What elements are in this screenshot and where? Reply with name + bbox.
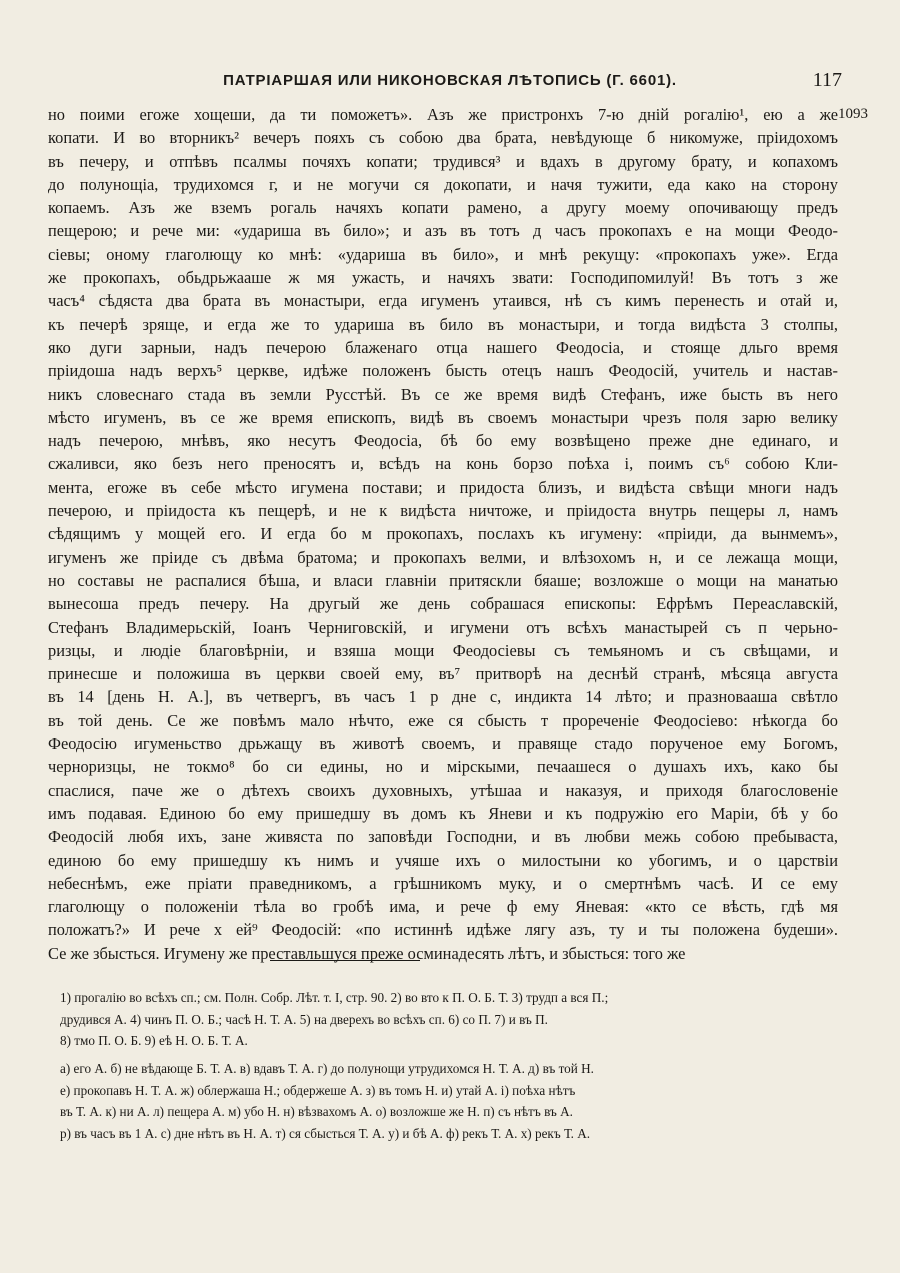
main-text [48, 103, 838, 965]
text-line: сiевы; оному глаголющу ко мнѣ: «удариша въ било», и мнѣ рекущу: «прокопахъ уже». Егда [48, 244, 838, 264]
text-line: но поими егоже хощеши, да ти поможетъ». Азъ же пристронхъ 7-ю днiй рогалiю¹, ею а же [48, 105, 838, 124]
footnote-line: въ Т. А. к) ни А. л) пещера А. м) убо Н. н) вѣзвахомъ А. о) возложше же Н. п) съ нѣтъ въ А. [60, 1104, 573, 1119]
text-line: Феодосiю игуменьство дрьжащу въ животѣ своемъ, и правяще стадо порученое ему Богомъ, [48, 734, 838, 754]
text-line: надъ печерою, мнѣвъ, яко несутъ Феодосiа, бѣ бо ему возвѣщено преже дне единаго, и [48, 431, 838, 451]
footnote-line: е) прокопавъ Н. Т. А. ж) облержаша Н.; обдержеше А. з) въ томъ Н. и) утай А. i) поѣха нѣтъ [60, 1082, 576, 1098]
text-line: пещерою; и рече ми: «удариша въ било»; и азъ въ тотъ д часъ прокопахъ е на мощи Феодо- [48, 221, 838, 241]
text-line: имъ подавая. Единою бо ему пришедшу въ домъ къ Яневи и къ подружiю его Марiи, бѣ у бо [48, 803, 838, 823]
footnote-line: друдився А. 4) чинъ П. О. Б.; часѣ Н. Т. А. 5) на дверехъ во всѣхъ сп. 6) со П. 7) и въ П. [60, 1011, 548, 1027]
text-line: небеснѣмъ, еже прiати праведникомъ, а грѣшникомъ муку, и о смертнѣмъ часѣ. И се ему [48, 873, 838, 893]
text-line: яко дуги зарныи, надъ печерою блаженаго отца нашего Феодосiа, и стояще дльго время [48, 337, 838, 357]
text-line: Стефанъ Владимерьскiй, Iоанъ Черниговскiй, и игумени отъ всѣхъ манастырей съ п черьно- [48, 617, 838, 637]
text-line: сжаливси, яко безъ него преносятъ и, всѣдъ на конь борзо поѣха i, поимъ съ⁶ собою Кли- [48, 454, 838, 474]
footnote-line: 1) прогалiю во всѣхъ сп.; см. Полн. Собр. Лѣт. т. I, стр. 90. 2) во вто к П. О. Б. Т. 3) трудп а вся П.; [60, 990, 609, 1005]
page-header [48, 69, 852, 100]
text-line: принесше и положиша въ церкви своей ему, въ⁷ притворѣ на деснѣй странѣ, мѣсяца августа [48, 664, 838, 684]
text-line: печерою, и прiидоста къ пещерѣ, и не к видѣста ничтоже, и прiидоста внутрь пещеры л, намъ [48, 501, 838, 521]
text-line: мента, егоже въ себе мѣсто игумена постави; и придоста близъ, и видѣста свѣщи многи надъ [48, 477, 838, 497]
text-line: въ печеру, и отпѣвъ псалмы почяхъ копати; трудився³ и вдахъ в другому брату, и копахомъ [48, 151, 838, 171]
text-line: игуменъ же прiиде съ двѣма братома; и прокопахъ велми, и влѣзохомъ н, и се лежаща мощи, [48, 547, 838, 567]
text-line: въ 14 [день Н. А.], въ четвергъ, въ часъ 1 р дне с, индикта 14 лѣто; и празновааша свѣтло [48, 687, 838, 707]
text-line: Феодосiй любя ихъ, зане живяста по заповѣди Господни, и въ любви межь собою пребываста, [48, 827, 838, 847]
page-number: 117 [812, 69, 842, 91]
text-line: ризцы, и людiе благовѣрнiи, и взяша мощи Феодосiевы съ темьяномъ и съ свѣщами, и [48, 640, 838, 660]
running-title: ПАТРIАРШАЯ ИЛИ НИКОНОВСКАЯ ЛѢТОПИСЬ (Г. 6601). [223, 72, 677, 89]
text-line: Се же збысться. Игумену же преставльшуся преже осминадесять лѣтъ, и збысться: того же [48, 943, 686, 963]
footnotes-numbered [60, 987, 840, 1052]
margin-year: 1093 [838, 106, 868, 122]
text-line: копати. И во вторникъ² вечеръ пояхъ съ собою два брата, невѣдующе б никомуже, прiидохомъ [48, 128, 838, 148]
text-line: къ печерѣ зряще, и егда же то удариша въ било въ монастыри, и тогда видѣста 3 столпы, [48, 314, 838, 334]
text-line: единою бо ему пришедшу къ нимъ и учяше ихъ о милостыни ко убогимъ, и о царствiи [48, 850, 838, 870]
text-line: въ той день. Се же повѣмъ мало нѣчто, еже ся сбысть т прореченiе Феодосiево: нѣкогда бо [48, 710, 838, 730]
text-line: сѣдящимъ у мощей его. И егда бо м прокопахъ, послахъ къ игумену: «прiиди, да вынмемъ», [48, 524, 838, 544]
text-line: до полунощiа, трудихомся г, и не могучи ся докопати, и начя тужити, еда како на сторону [48, 174, 838, 194]
footnote-line: 8) тмо П. О. Б. 9) еѣ Н. О. Б. Т. А. [60, 1033, 248, 1048]
text-line: глаголющу о положенiи тѣла во гробѣ има, и рече ф ему Яневая: «кто се вѣсть, гдѣ мя [48, 897, 838, 917]
text-line: но составы не распалися бѣша, и власи главнiи притяскли бяаше; возложше о мощи на манатью [48, 570, 838, 590]
footnote-line: р) въ часъ въ 1 А. с) дне нѣтъ въ Н. А. т) ся сбысться Т. А. у) и бѣ А. ф) рекъ Т. А. х) рекъ Т. А. [60, 1125, 591, 1141]
footnotes-lettered [60, 1058, 840, 1144]
text-line: прiидоша надъ верхъ⁵ церкве, идѣже положенъ бысть отецъ нашъ Феодосiй, учитель и настав- [48, 361, 838, 381]
footnote-line: а) его А. б) не вѣдающе Б. Т. А. в) вдавъ Т. А. г) до полунощи утрудихомся Н. Т. А. д) въ той Н. [60, 1061, 594, 1076]
text-line: черноризцы, не токмо⁸ бо си едины, но и мiрскыми, печаашеся о душахъ ихъ, како бы [48, 757, 838, 777]
text-line: никъ словеснаго стада въ земли Русстѣй. Въ се же время видѣ Стефанъ, иже бысть въ него [48, 384, 838, 404]
text-line: копаемъ. Азъ же вземъ рогаль начяхъ копати рамено, а другу моему опочивающу предъ [48, 198, 838, 218]
text-line: мѣсто игуменъ, въ се же время епископъ, видѣ въ своемъ монастыри чрезъ поля зарю велику [48, 407, 838, 427]
text-line: положатъ?» И речe х ей⁹ Феодосiй: «по истиннѣ идѣже лягу азъ, ту и ты положена будеши». [48, 920, 838, 940]
text-line: вынесоша предъ печеру. На другый же день собрашася епископы: Ефрѣмъ Переаславскiй, [48, 594, 838, 614]
text-line: спаслися, паче же о дѣтехъ своихъ духовныхъ, утѣшаа и наказуя, и приходя благословенiе [48, 780, 838, 800]
text-line: же прокопахъ, обьдрьжааше ж мя ужасть, и начяхъ звати: Господипомилуй! Въ тотъ з же [48, 268, 838, 288]
footnote-divider [270, 960, 420, 961]
text-line: часъ⁴ сѣдяста два брата въ монастыри, егда игуменъ утаився, нѣ съ кимъ перенесть и отай и, [48, 291, 838, 311]
